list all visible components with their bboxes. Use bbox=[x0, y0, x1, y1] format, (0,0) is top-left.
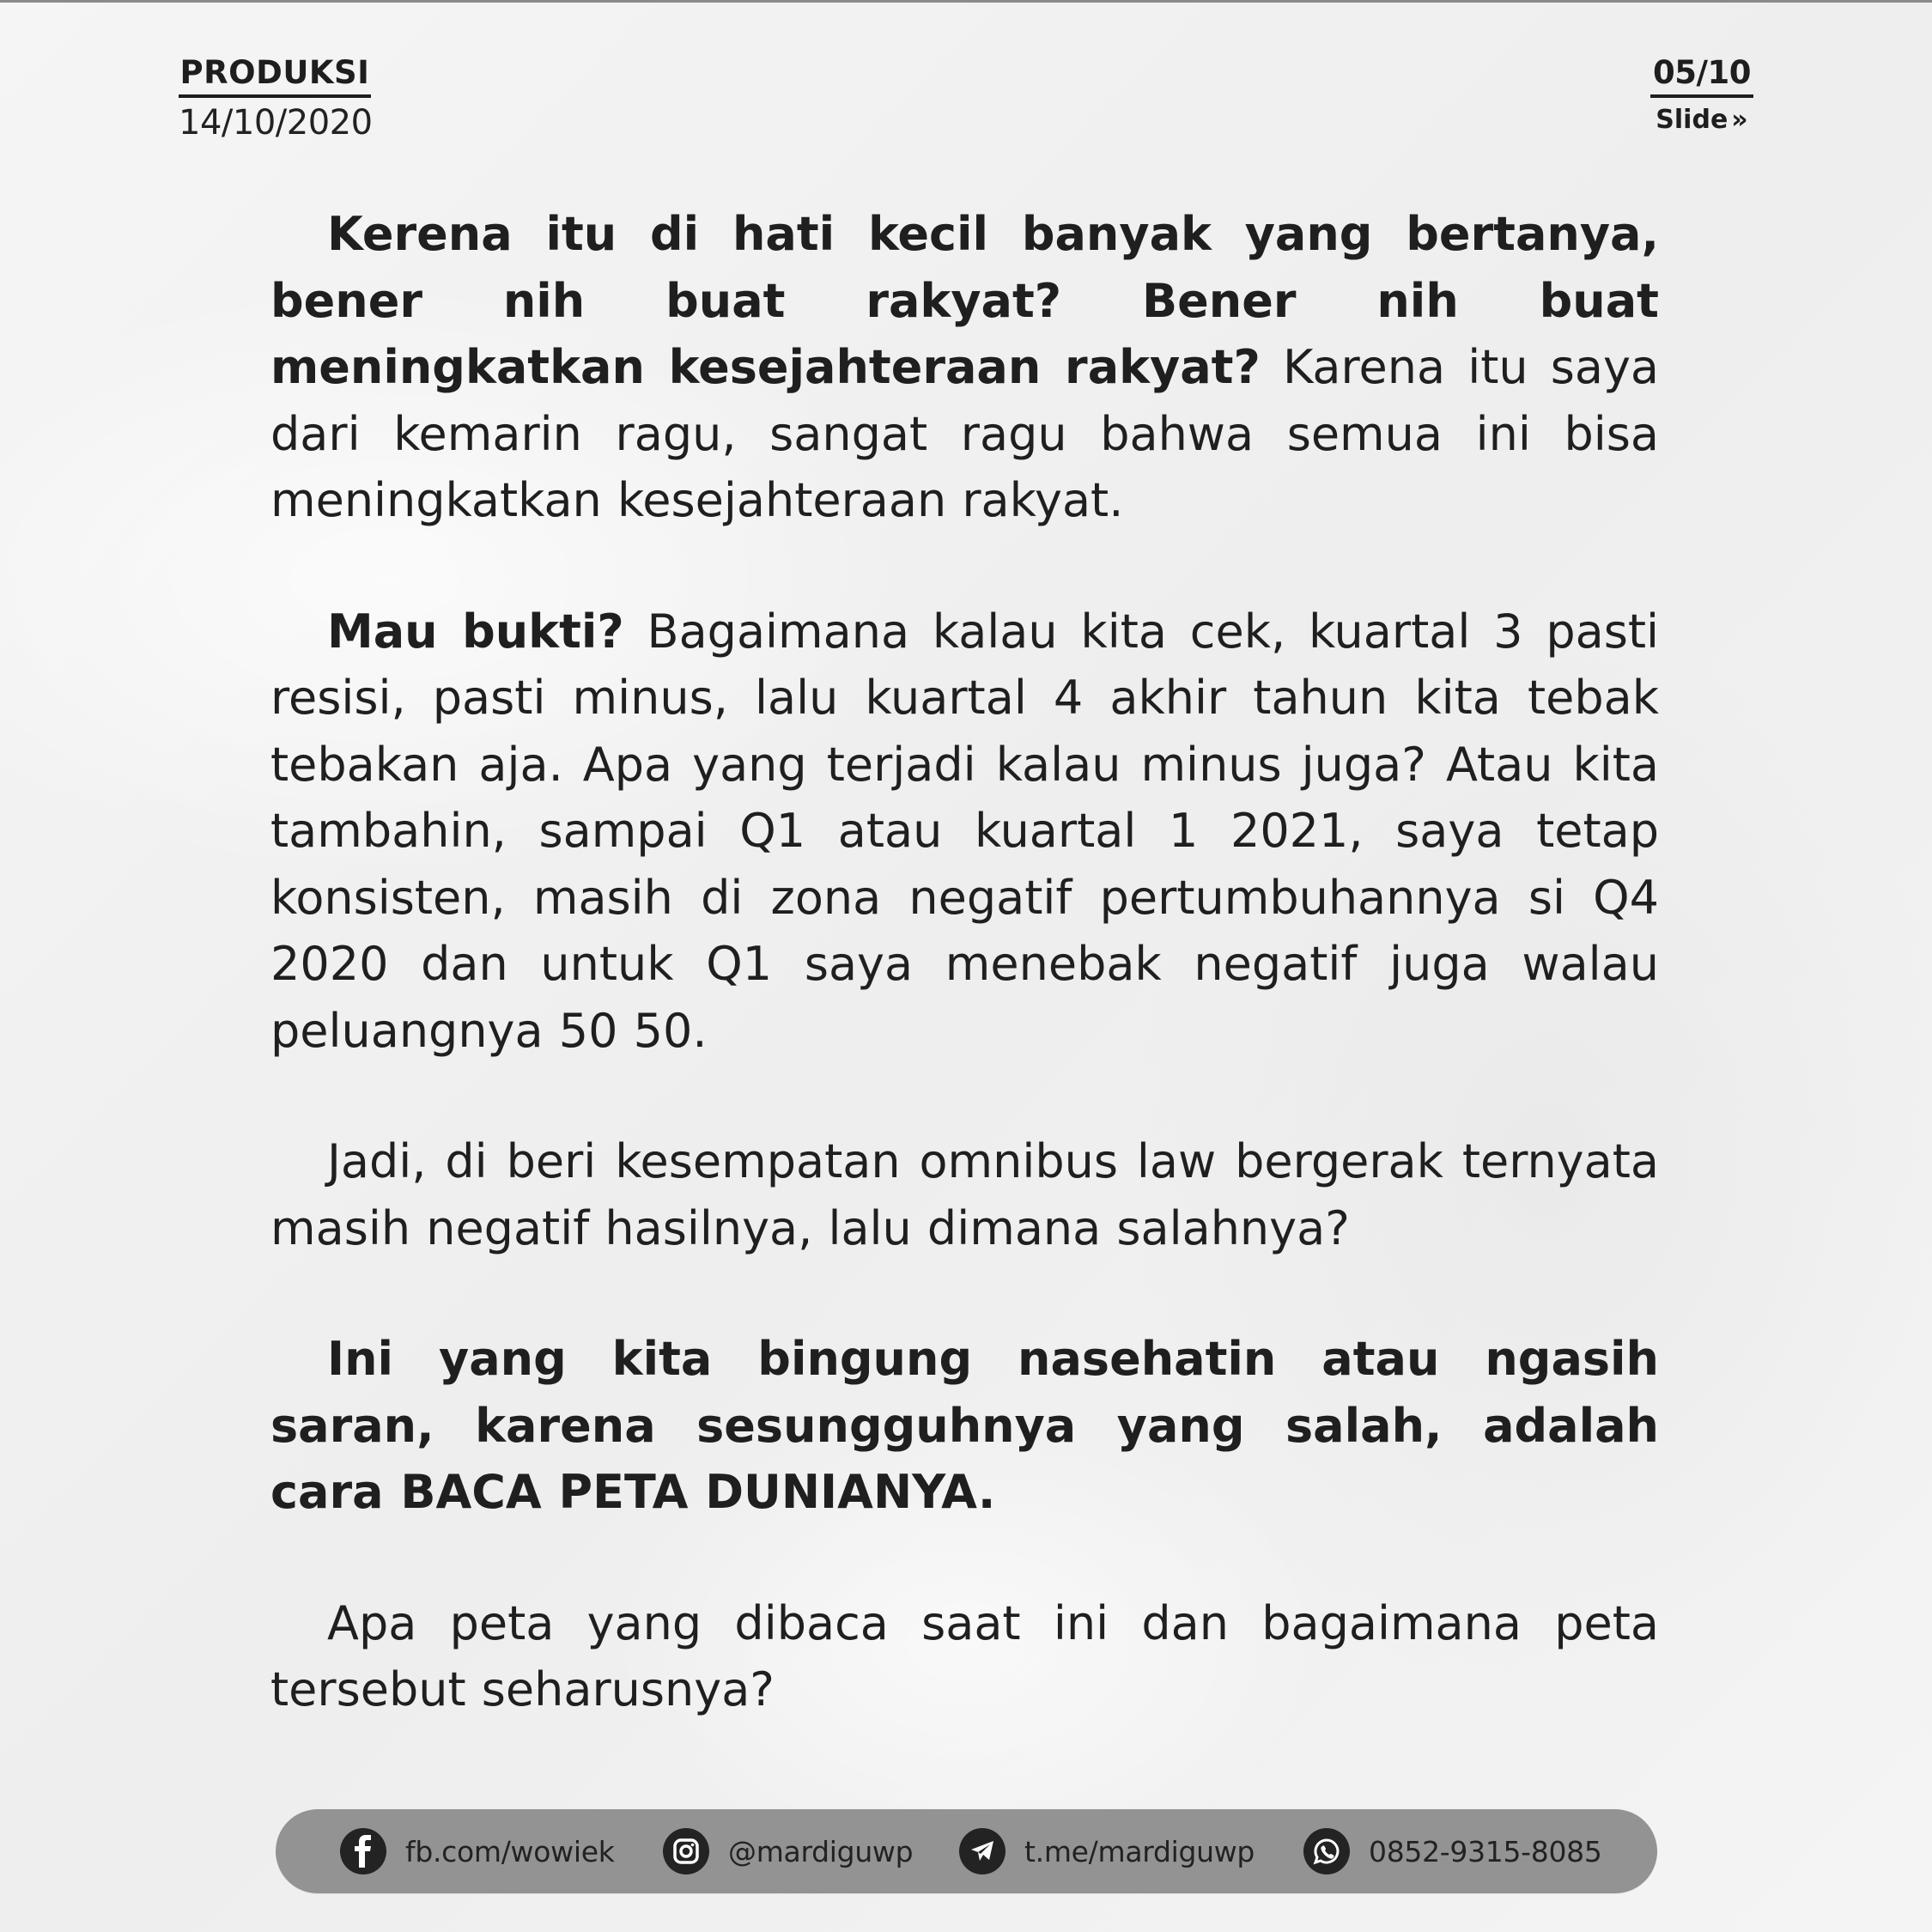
whatsapp-icon bbox=[1303, 1828, 1350, 1874]
top-border bbox=[0, 0, 1932, 3]
contact-label: t.me/mardiguwp bbox=[1024, 1834, 1255, 1868]
contact-label: @mardiguwp bbox=[728, 1834, 914, 1868]
post-date: 14/10/2020 bbox=[179, 103, 373, 143]
header-divider bbox=[179, 94, 371, 98]
paragraph-regular: Karena itu saya dari kemarin ragu, sangat ragu bahwa semua ini bisa meningkatkan kesejahteraan rakyat. bbox=[270, 340, 1659, 527]
header-divider bbox=[1650, 94, 1753, 98]
contact-label: 0852-9315-8085 bbox=[1369, 1834, 1602, 1868]
paragraph-regular: Apa peta yang dibaca saat ini dan bagaimana peta tersebut seharusnya? bbox=[270, 1595, 1659, 1716]
header-pagination bbox=[1650, 53, 1753, 137]
paragraph bbox=[270, 201, 1659, 534]
paragraph bbox=[270, 598, 1659, 1065]
double-chevron-right-icon: » bbox=[1731, 105, 1748, 135]
facebook-icon bbox=[340, 1828, 386, 1874]
contact-instagram[interactable] bbox=[663, 1809, 913, 1893]
paragraph-bold: Kerena itu di hati kecil banyak yang bertanya, bener nih buat rakyat? Bener nih buat meningkatkan kesejahteraan rakyat? bbox=[270, 207, 1659, 394]
instagram-icon bbox=[663, 1828, 709, 1874]
paragraph-regular: Bagaimana kalau kita cek, kuartal 3 pasti resisi, pasti minus, lalu kuartal 4 akhir tahun kita tebak tebakan aja. Apa yang terjadi kalau minus juga? Atau kita tambahin, sampai Q1 atau kuartal 1 2021, saya tetap konsisten, masih di zona negatif pertumbuhannya si Q4 2020 dan untuk Q1 saya menebak negatif juga walau peluangnya 50 50. bbox=[270, 604, 1660, 1058]
paragraph-bold: Ini yang kita bingung nasehatin atau ngasih saran, karena sesungguhnya yang salah, adalah cara BACA PETA DUNIANYA. bbox=[270, 1332, 1659, 1519]
section-label: PRODUKSI bbox=[179, 54, 370, 91]
article-body bbox=[270, 201, 1659, 1723]
paragraph-bold: Mau bukti? bbox=[327, 604, 624, 659]
paragraph bbox=[270, 1590, 1659, 1723]
header-section-info bbox=[179, 53, 371, 143]
telegram-icon bbox=[959, 1828, 1005, 1874]
contact-telegram[interactable] bbox=[959, 1809, 1255, 1893]
contact-bar bbox=[276, 1809, 1657, 1893]
paragraph bbox=[270, 1326, 1659, 1526]
paragraph bbox=[270, 1128, 1659, 1261]
contact-label: fb.com/wowiek bbox=[405, 1834, 615, 1868]
contact-facebook[interactable] bbox=[340, 1809, 615, 1893]
paragraph-regular: Jadi, di beri kesempatan omnibus law bergerak ternyata masih negatif hasilnya, lalu dimana salahnya? bbox=[270, 1134, 1659, 1255]
page-indicator: 05/10 bbox=[1653, 54, 1751, 91]
slide-label: Slide bbox=[1656, 105, 1728, 135]
contact-whatsapp[interactable] bbox=[1303, 1809, 1602, 1893]
next-slide-button[interactable] bbox=[1650, 103, 1753, 137]
